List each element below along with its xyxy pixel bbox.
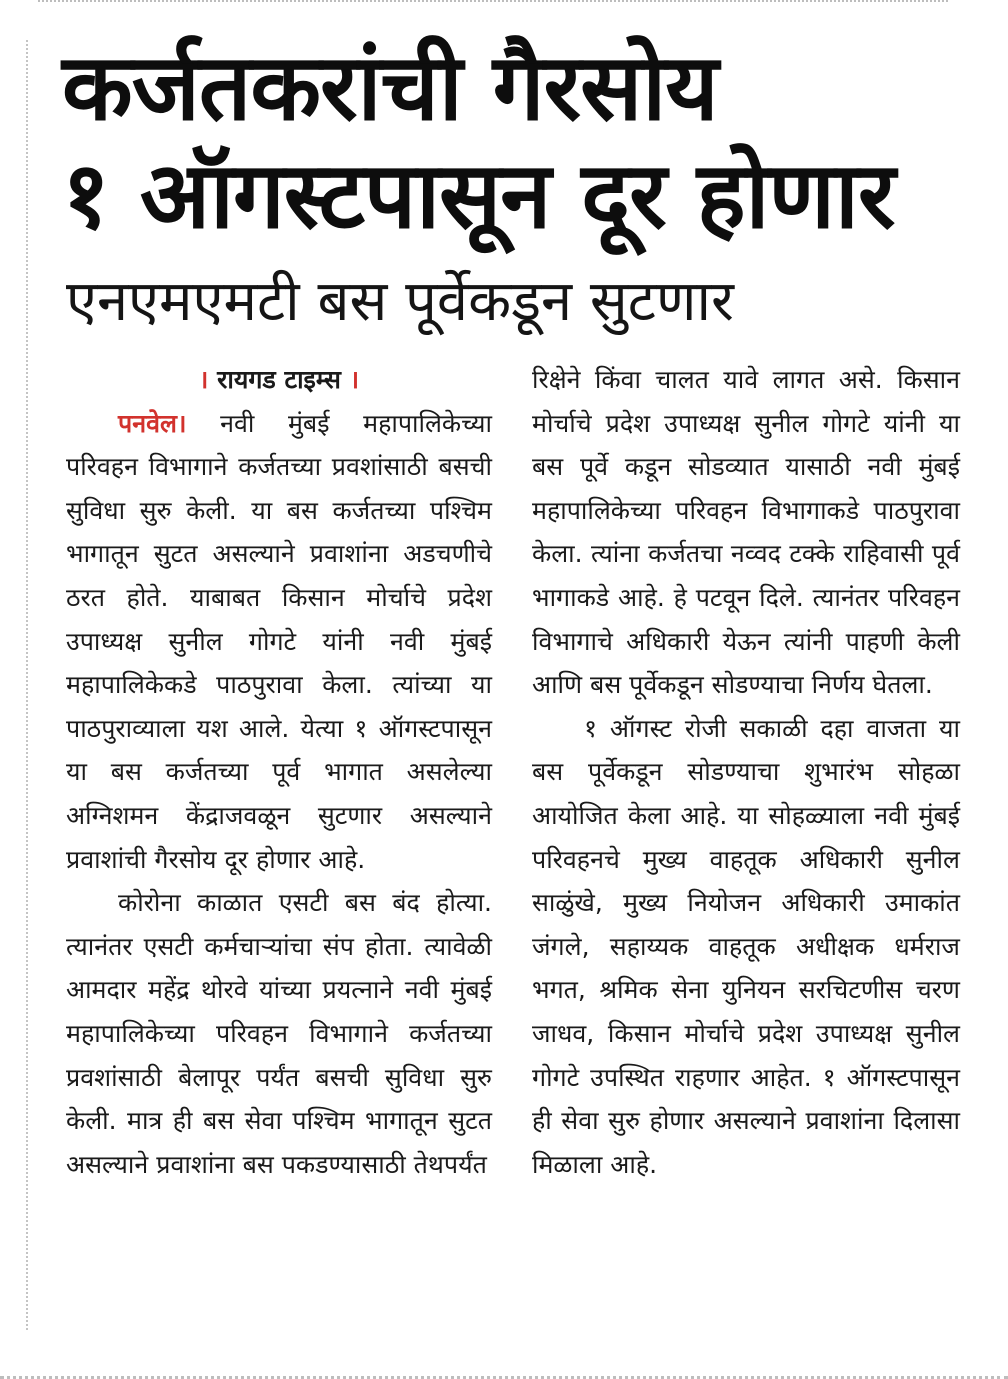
dateline: पनवेल [118,408,177,438]
article-paragraph-3: रिक्षेने किंवा चालत यावे लागत असे. किसान मोर्चाचे प्रदेश उपाध्यक्ष सुनील गोगटे यांनी या बस पूर्वे कडून सोडव्यात यासाठी नवी मुंबई महापालिकेच्या परिवहन विभागाकडे पाठपुरावा केला. त्यांना कर्जतचा नव्वद टक्के राहिवासी पूर्व भागाकडे आहे. हे पटवून दिले. त्यानंतर परिवहन विभागाचे अधिकारी येऊन त्यांनी पाहणी केली आणि बस पूर्वेकडून सोडण्याचा निर्णय घेतला. [532,365,960,700]
headline-line-2: १ ऑगस्टपासून दूर होणार [62,142,895,249]
byline-bar-left: । [198,365,209,394]
byline-source: रायगड टाइम्स [217,365,341,394]
top-dotted-rule [38,0,948,5]
subheadline: एनएमएमटी बस पूर्वेकडून सुटणार [66,269,734,334]
headline-line-1: कर्जतकरांची गैरसोय [62,34,718,141]
headline [62,34,972,250]
article-column-right [532,358,960,1186]
article-column-left [66,358,492,1186]
article-paragraph-4: १ ऑगस्ट रोजी सकाळी दहा वाजता या बस पूर्वेकडून सोडण्याचा शुभारंभ सोहळा आयोजित केला आहे. या सोहळ्याला नवी मुंबई परिवहनचे मुख्य वाहतूक अधिकारी सुनील साळुंखे, मुख्य नियोजन अधिकारी उमाकांत जंगले, सहाय्यक वाहतूक अधीक्षक धर्मराज भगत, श्रमिक सेना युनियन सरचिटणीस चरण जाधव, किसान मोर्चाचे प्रदेश उपाध्यक्ष सुनील गोगटे उपस्थित राहणार आहेत. १ ऑगस्टपासून ही सेवा सुरु होणार असल्याने प्रवाशांना दिलासा मिळाला आहे. [532,713,960,1179]
byline [66,358,492,402]
left-dotted-rule [26,40,28,1330]
article-paragraph-1-text: नवी मुंबई महापालिकेच्या परिवहन विभागाने कर्जतच्या प्रवशांसाठी बसची सुविधा सुरु केली. या बस कर्जतच्या पश्चिम भागातून सुटत असल्याने प्रवाशांना अडचणीचे ठरत होते. याबाबत किसान मोर्चाचे प्रदेश उपाध्यक्ष सुनील गोगटे यांनी नवी मुंबई महापालिकेकडे पाठपुरावा केला. त्यांच्या या पाठपुराव्याला यश आले. येत्या १ ऑगस्टपासून या बस कर्जतच्या पूर्व भागात असलेल्या अग्निशमन केंद्राजवळून सुटणार असल्याने प्रवाशांची गैरसोय दूर होणार आहे. [66,408,492,874]
article-paragraph-2: कोरोना काळात एसटी बस बंद होत्या. त्यानंतर एसटी कर्मचाऱ्यांचा संप होता. त्यावेळी आमदार महेंद्र थोरवे यांच्या प्रयत्नाने नवी मुंबई महापालिकेच्या परिवहन विभागाने कर्जतच्या प्रवशांसाठी बेलापूर पर्यंत बसची सुविधा सुरु केली. मात्र ही बस सेवा पश्चिम भागातून सुटत असल्याने प्रवाशांना बस पकडण्यासाठी तेथपर्यंत [66,888,492,1179]
dateline-separator: । [176,408,187,438]
article-paragraph-1 [66,402,492,882]
byline-bar-right: । [349,365,360,394]
